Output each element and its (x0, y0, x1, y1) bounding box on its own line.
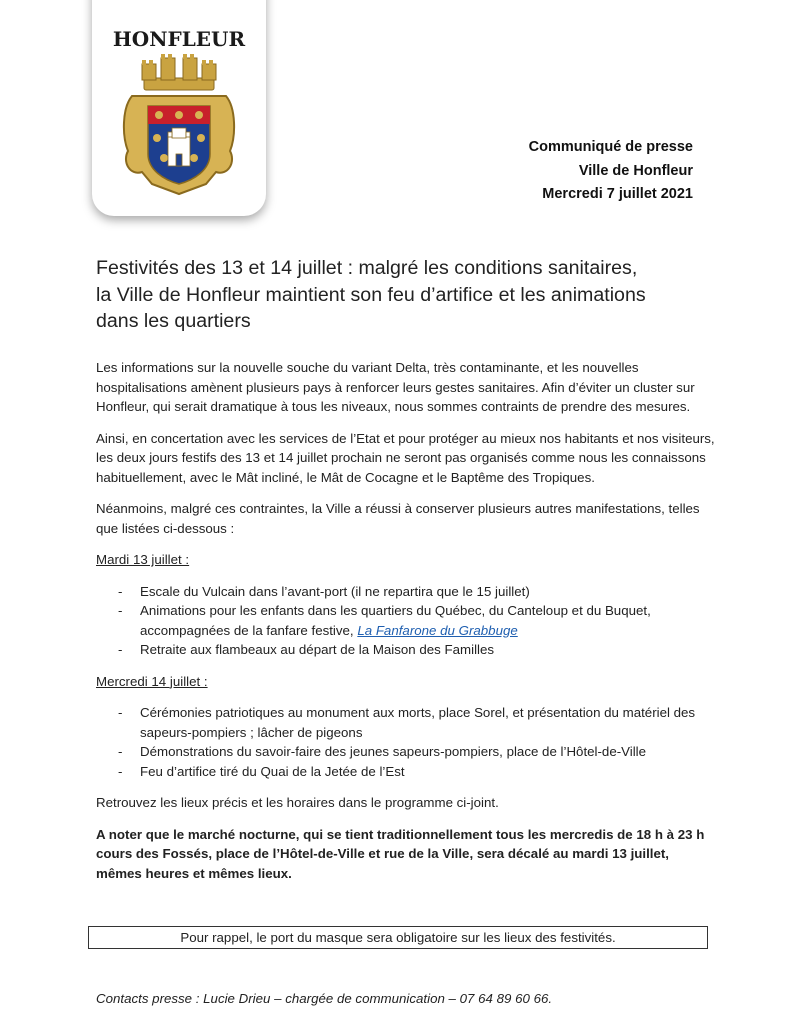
press-release-label: Communiqué de presse (528, 139, 693, 155)
list-item (96, 601, 716, 640)
press-contacts: Contacts presse : Lucie Drieu – chargée de communication – 07 64 89 60 66. (96, 991, 553, 1006)
list-item: - Feu d’artifice tiré du Quai de la Jetée de l’Est (96, 762, 716, 782)
issuer-name: Ville de Honfleur (578, 162, 693, 179)
title-line-3: dans les quartiers (96, 310, 251, 332)
crown-icon (142, 54, 216, 90)
fanfare-link[interactable]: La Fanfarone du Grabbuge (357, 622, 518, 638)
page-title (96, 255, 706, 335)
list-item-text: Animations pour les enfants dans les quartiers du Québec, du Canteloup et du Buquet, accompagnées de la fanfare festive, (140, 603, 651, 638)
wednesday-events-list (96, 703, 716, 781)
title-line-2: la Ville de Honfleur maintient son feu d’artifice et les animations (96, 283, 646, 306)
list-item: - Escale du Vulcain dans l’avant-port (il ne repartira que le 15 juillet) (96, 582, 716, 602)
section-heading-tuesday: Mardi 13 juillet : (96, 552, 190, 567)
title-line-1: Festivités des 13 et 14 juillet : malgré les conditions sanitaires, (96, 257, 638, 279)
paragraph-program: Retrouvez les lieux précis et les horaires dans le programme ci-joint. (96, 795, 499, 810)
tuesday-events-list (96, 582, 716, 660)
press-release-body (96, 358, 716, 895)
paragraph-events-intro: Néanmoins, malgré ces contraintes, la Ville a réussi à conserver plusieurs autres manifestations, telles que listées ci-dessous : (96, 501, 700, 536)
paragraph-measures: Ainsi, en concertation avec les services de l’Etat et pour protéger au mieux nos habitants et nos visiteurs, les deux jours festifs des 13 et 14 juillet prochain ne seront pas organisés comme nous les connaissons habituellement, avec le Mât incliné, le Mât de Cocagne et le Baptême des Tropiques. (96, 430, 715, 485)
paragraph-intro: Les informations sur la nouvelle souche du variant Delta, très contaminante, et les nouvelles hospitalisations amènent plusieurs pays à renforcer leurs gestes sanitaires. Afin d’éviter un cluster sur Honfleur, qui serait dramatique à tous les niveaux, nous sommes contraints de prendre des mesures. (96, 360, 695, 414)
release-date: Mercredi 7 juillet 2021 (542, 186, 693, 202)
list-item: - Démonstrations du savoir-faire des jeunes sapeurs-pompiers, place de l’Hôtel-de-Ville (96, 742, 716, 762)
honfleur-logo-card (92, 0, 266, 216)
paragraph-night-market-note: A noter que le marché nocturne, qui se tient traditionnellement tous les mercredis de 18 h à 23 h cours des Fossés, place de l’Hôtel-de-Ville et rue de la Ville, sera décalé au mardi 13 juillet, mêmes heures et mêmes lieux. (96, 826, 705, 881)
mask-reminder-box: Pour rappel, le port du masque sera obligatoire sur les lieux des festivités. (88, 926, 708, 949)
list-item: - Retraite aux flambeaux au départ de la Maison des Familles (96, 640, 716, 660)
section-heading-wednesday: Mercredi 14 juillet : (96, 673, 208, 689)
list-item: - Cérémonies patriotiques au monument aux morts, place Sorel, et présentation du matériel des sapeurs-pompiers ; lâcher de pigeons (96, 703, 716, 742)
honfleur-coat-of-arms-logo (92, 0, 266, 216)
castle-icon (168, 128, 190, 166)
press-release-header (529, 136, 693, 207)
logo-wordmark: HONFLEUR (112, 27, 246, 51)
